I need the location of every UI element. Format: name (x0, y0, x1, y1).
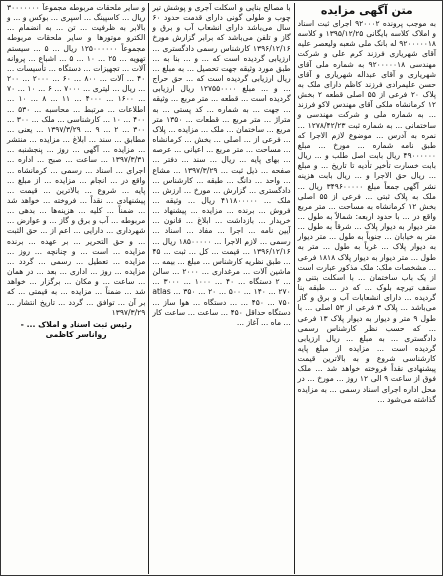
notice-signature: رئیس ثبت اسناد و املاک ... - رواناسر کاظمی (20, 319, 132, 339)
notice-text-middle: با مصالح بنایی و اسکلت آجری و پوشش تیر چوب و طولی گونی دارای قدمت حدود ۶۰ سال می‌باشد دارای انشعاب آب و برق و گاز و تلفن می‌باشد که برابر گزارش مورخ ۱۳۹۶/۱۲/۱۶ کارشناس رسمی دادگستری ... ارزیابی گردیده است که ... و ... بنا به ... طبق مورد وثیقه جهت تحصیل ... به مبلغ ... ریال ارزیابی گردیده است که ... حق حراج ... و ... مبلغ ۱۲۷۵۵۰۰۰۰ ریال ارزیابی گردیده است ... قطعه ... متر مربع ... وثیقه ... جهت ... به شماره ... کد پستی ... به متراژ ... متر مربع ... قطعات ... ۱۳۵۰ متر مربع ... ساختمان ... ملک ... مزایده ... پلاک ... فرعی از ... اصلی ... بخش ... کرمانشاه ... مساحت ... متر مربع ... اعیانی ... عرصه ... بهای پایه ... ریال ... سند ... دفتر ... صفحه ... ذیل ثبت ... ۱۳۹۷/۳/۲۹ ... مشاع ... واحد ... دانگ ... طبقه ... کارشناس ... دادگستری ... گزارش ... مورخ ... ارزش ... ملک ... ۴۱۱۸۰۰۰۰۰ ریال ... وثیقه ... فروش ... برنده ... مزایده ... پیشنهاد ... خریدار ... بازداشت ... ابلاغ ... قانون ... آیین نامه ... اجرا ... مفاد ... اسناد ... رسمی ... لازم الاجرا ... ۱۸۵۰۰۰۰۰ ریال ... ۱۳۹۶/۱۲/۱۶ ... قیمت ... کل ... ثبت ... ۴۵ ... طبق نظریه کارشناس ... مبلغ ... بیمه ... ماشین آلات ... مرغداری ... ۲۰۰۰ ... سالن ... ۲ دستگاه ... ۴۰ ... ۱۰۰۰ ... ۳۰۰۰ ... ۲۷۰ ... ۱۴۰ ... ۵۰۰ ... ۲۰ ... atlas ... ۳۵۰ ... ۴۵۰ ... ۷۵۰ ... دستگاه ... هوا ساز ... دستگاه حداقل ۴۵۰ ... ساعت ... ساعت کار ... ماه ... آغاز ... (152, 3, 291, 327)
notice-text-right: به موجب پرونده ۹۲۰۰۰۲ اجرای ثبت اسناد و املاک کلاسه بایگانی ۱۳۹۵/۱۲/۲۵ و کلاسه ۹۲۰۰۰۰۰۱۸ له بانک ملی شعبه ولیعصر علیه آقای شهریاری فرزند کرم علی و شرکت مهندسی ۹۲۰۰۰۰۰۱۸ به شماره ملی آقای شهریاری و آقای عبداله شهریاری و آقای حسن علیمرادی فرزند کاظم دارای ملک به پلاک ۲۰ فرعی از ۵۵ اصلی قطعه ۲ بخش ۱۲ کرمانشاه ملکی آقای مهندس لاکو فرزند ... به شماره ملی و شرکت مهندسی و ساختمانی ... به شماره ثبت ۱۲۷۸/۴۲/۲۳ ... نمره به آدرس ... موضوع لازم الاجرا که طبق نامه شماره ... مورخ ... مبلغ ۴۹۰۰۰۰۰۰ ریال بابت اصل طلب و ... ریال بابت خسارت تأخیر تأدیه تا تاریخ ... و مبلغ ... ریال حق الاجرا و ... ریال بابت هزینه نشر آگهی جمعاً مبلغ ۳۴۹۶۰۰۰۰۰ ریال ... ملک به پلاک ثبتی ... فرعی از ۵۵ اصلی بخش ۱۲ کرمانشاه به مساحت ... متر مربع واقع در ... با حدود اربعه: شمالاً به طول ... متر دیوار به دیوار پلاک ... شرقاً به طول ... متر به خیابان ... جنوباً به طول ... متر دیوار به دیوار پلاک ... غرباً به طول ... متر به طول ... متر دیوار به دیوار پلاک ۱۸۱۸ فرعی ... مشخصات ملک: ملک مذکور عبارت است از یک باب ساختمان ... با اسکلت بتنی و سقف تیرچه بلوک ... که در ... طبقه بنا گردیده ... دارای انشعابات آب و برق و گاز می‌باشد ... پلاک ۳ فرعی از ۵۳ اصلی ... با طول ۹ متر و دیوار به دیوار پلاک ۱۳ فرعی ... که حسب نظر کارشناس رسمی دادگستری ... به مبلغ ... ریال ارزیابی گردیده است ... مزایده از مبلغ پایه کارشناسی شروع و به بالاترین قیمت پیشنهادی نقداً فروخته خواهد شد ... ملک فوق از ساعت ۹ الی ۱۲ روز ... مورخ ... در محل اداره اجرای اسناد رسمی ... به مزایده گذاشته می‌شود ... (297, 19, 437, 404)
notice-column-right (294, 3, 439, 574)
notice-column-left (4, 3, 148, 574)
notice-title: متن آگهی مزایده (320, 4, 413, 17)
notice-column-middle (148, 3, 293, 574)
notice-columns (4, 3, 439, 574)
notice-text-left: و سایر ملحقات مربوطه مجموعاً ۳۰۰۰۰۰۰۰ ریال ... کاسپینگ ... اسپری ... بوکس و ... و بالابر به ظرفیت ... تن ... به انضمام ... الکترو موتورها و سایر ملحقات مربوطه مجموعاً ۱۲۵۰۰۰۰۰۰ ریال ... ۵ ... سیستم تهویه ... ۲۵ ... ۱۰ ... ۵ ... اشباع ... پروانه آلات ... تجهیزات ... دستگاه ... تأسیسات ... ۴۰ ... آلات ... ۸۰۰ ... ۶۰ ... ۲۰۰۰ ... ۲۰۰ ... ریال ... لیتری ... ۷۰۰۰ ... ۶ ... ۱۰ ... ۷۰ ... ۱۶۰۰ ... ۴۰۰۰ ... ۱۱ ... ۸ ... ۱۰ ... اطلاعات ... مرتبط ... محاسبه ... ۵۳۰ ... ۴۰۰ ... ۱۰ ... کارشناسی ... ملک ... ۳۰۰ ... ۳۰۰ ... ۲ ... ۹ ... ۱۳۹۷/۳/۲۹ ... یعنی ... مطابق ... سند ... ابلاغ ... مزایده ... منتشر ... مزایده ... آگهی ... روز ... پنجشنبه ... ۱۳۹۷/۳/۳۱ ... ساعت ... صبح ... اداره ... اجرای ... اسناد ... رسمی ... کرمانشاه ... واقع در ... انجام ... مزایده ... از مبلغ ... پایه ... شروع ... بالاترین ... قیمت ... پیشنهادی ... نقداً ... فروخته ... خواهد شد ... ضمناً ... کلیه ... هزینه‌ها ... بدهی ... مربوطه ... آب و برق و گاز ... و عوارض ... شهرداری ... دارایی ... اعم از ... حق الثبت ... و حق التحریر ... بر عهده ... برنده مزایده ... است ... و چنانچه ... روز ... مزایده ... تعطیل ... رسمی ... گردد ... مزایده ... روز ... اداری ... بعد ... در همان ... ساعت ... و مکان ... برگزار ... خواهد شد ... ضمناً ... مزایده ... به قیمتی ... که بر آن ... توافق ... گردد ... تاریخ انتشار ... ۱۳۹۷/۳/۲۹ (7, 3, 146, 317)
